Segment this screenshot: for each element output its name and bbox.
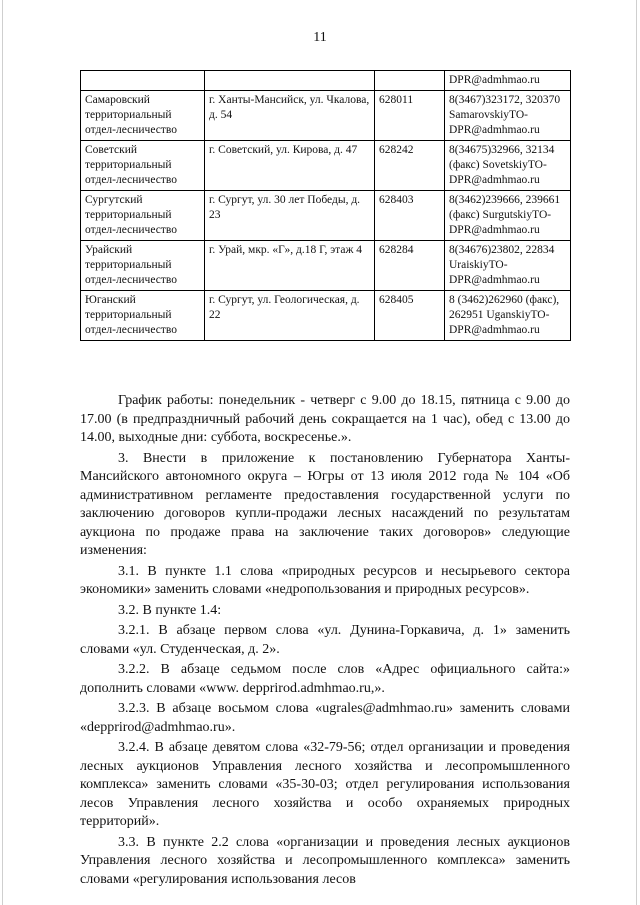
paragraph-item-3-1: 3.1. В пункте 1.1 слова «природных ресурсов и несырьевого сектора экономики» заменить словами «недропользования и природных ресурсов». — [80, 563, 570, 597]
cell-postal-index: 628403 — [375, 191, 445, 241]
paragraph-item-3-2-1: 3.2.1. В абзаце первом слова «ул. Дунина-Горкавича, д. 1» заменить словами «ул. Студенческая, д. 2». — [80, 623, 570, 657]
cell-office-name — [81, 71, 205, 91]
cell-postal-index: 628284 — [375, 241, 445, 291]
paragraph-item-3-2-4: 3.2.4. В абзаце девятом слова «32-79-56; отдел организации и проведения лесных аукционов Управления лесного хозяйства и лесопромышленного комплекса» заменить словами «35-30-03; отдел регулирования использования лесов Управления лесного хозяйства и особо охраняемых природных территорий». — [80, 740, 570, 829]
table-row — [81, 241, 571, 291]
cell-office-name: Юганский территориальный отдел-лесничество — [81, 291, 205, 341]
table-row — [81, 141, 571, 191]
cell-address: г. Сургут, ул. 30 лет Победы, д. 23 — [205, 191, 375, 241]
paragraph-item-3: 3. Внести в приложение к постановлению Губернатора Ханты-Мансийского автономного округа – Югры от 13 июля 2012 года № 104 «Об административном регламенте предоставления государственной услуги по заключению договоров купли-продажи лесных насаждений по результатам аукциона по продаже права на заключение таких договоров» следующие изменения: — [80, 450, 570, 558]
cell-contacts: 8(3462)239666, 239661 (факс) SurgutskiyTO-DPR@admhmao.ru — [445, 191, 571, 241]
cell-postal-index: 628242 — [375, 141, 445, 191]
cell-contacts: 8 (3462)262960 (факс), 262951 UganskiyTO-DPR@admhmao.ru — [445, 291, 571, 341]
cell-contacts: 8(3467)323172, 320370 SamarovskiyTO-DPR@admhmao.ru — [445, 91, 571, 141]
table-row — [81, 291, 571, 341]
forestry-offices-table — [80, 70, 571, 341]
cell-office-name: Сургутский территориальный отдел-лесничество — [81, 191, 205, 241]
table-body — [81, 71, 571, 341]
cell-office-name: Самаровский территориальный отдел-лесничество — [81, 91, 205, 141]
cell-address: г. Ханты-Мансийск, ул. Чкалова, д. 54 — [205, 91, 375, 141]
cell-office-name: Урайский территориальный отдел-лесничество — [81, 241, 205, 291]
cell-address: г. Сургут, ул. Геологическая, д. 22 — [205, 291, 375, 341]
table-row — [81, 71, 571, 91]
paragraph-item-3-2: 3.2. В пункте 1.4: — [118, 602, 222, 618]
cell-address — [205, 71, 375, 91]
table-row — [81, 91, 571, 141]
scan-right-edge — [636, 0, 637, 905]
scan-left-edge — [2, 0, 3, 905]
cell-postal-index — [375, 71, 445, 91]
paragraph-schedule: График работы: понедельник - четверг с 9.00 до 18.15, пятница с 9.00 до 17.00 (в предпраздничный рабочий день сокращается на 1 час), обед с 13.00 до 14.00, выходные дни: суббота, воскресенье.». — [80, 393, 570, 445]
paragraph-item-3-2-3: 3.2.3. В абзаце восьмом слова «ugrales@admhmao.ru» заменить словами «depprirod@admhmao.ru». — [80, 701, 570, 735]
cell-contacts: 8(34675)32966, 32134 (факс) SovetskiyTO-DPR@admhmao.ru — [445, 141, 571, 191]
paragraph-item-3-3: 3.3. В пункте 2.2 слова «организации и проведения лесных аукционов Управления лесного хозяйства и лесопромышленного комплекса» заменить словами «регулирования использования лесов — [80, 834, 570, 887]
forestry-offices-table-wrap — [80, 70, 570, 341]
page-number: 11 — [313, 30, 327, 45]
cell-address: г. Урай, мкр. «Г», д.18 Г, этаж 4 — [205, 241, 375, 291]
cell-postal-index: 628011 — [375, 91, 445, 141]
table-row — [81, 191, 571, 241]
cell-contacts: DPR@admhmao.ru — [445, 71, 571, 91]
paragraph-item-3-2-2: 3.2.2. В абзаце седьмом после слов «Адрес официального сайта:» дополнить словами «www. depprirod.admhmao.ru,». — [80, 662, 570, 696]
cell-postal-index: 628405 — [375, 291, 445, 341]
cell-office-name: Советский территориальный отдел-лесничество — [81, 141, 205, 191]
cell-address: г. Советский, ул. Кирова, д. 47 — [205, 141, 375, 191]
document-body — [80, 392, 570, 889]
cell-contacts: 8(34676)23802, 22834 UraiskiyTO-DPR@admhmao.ru — [445, 241, 571, 291]
